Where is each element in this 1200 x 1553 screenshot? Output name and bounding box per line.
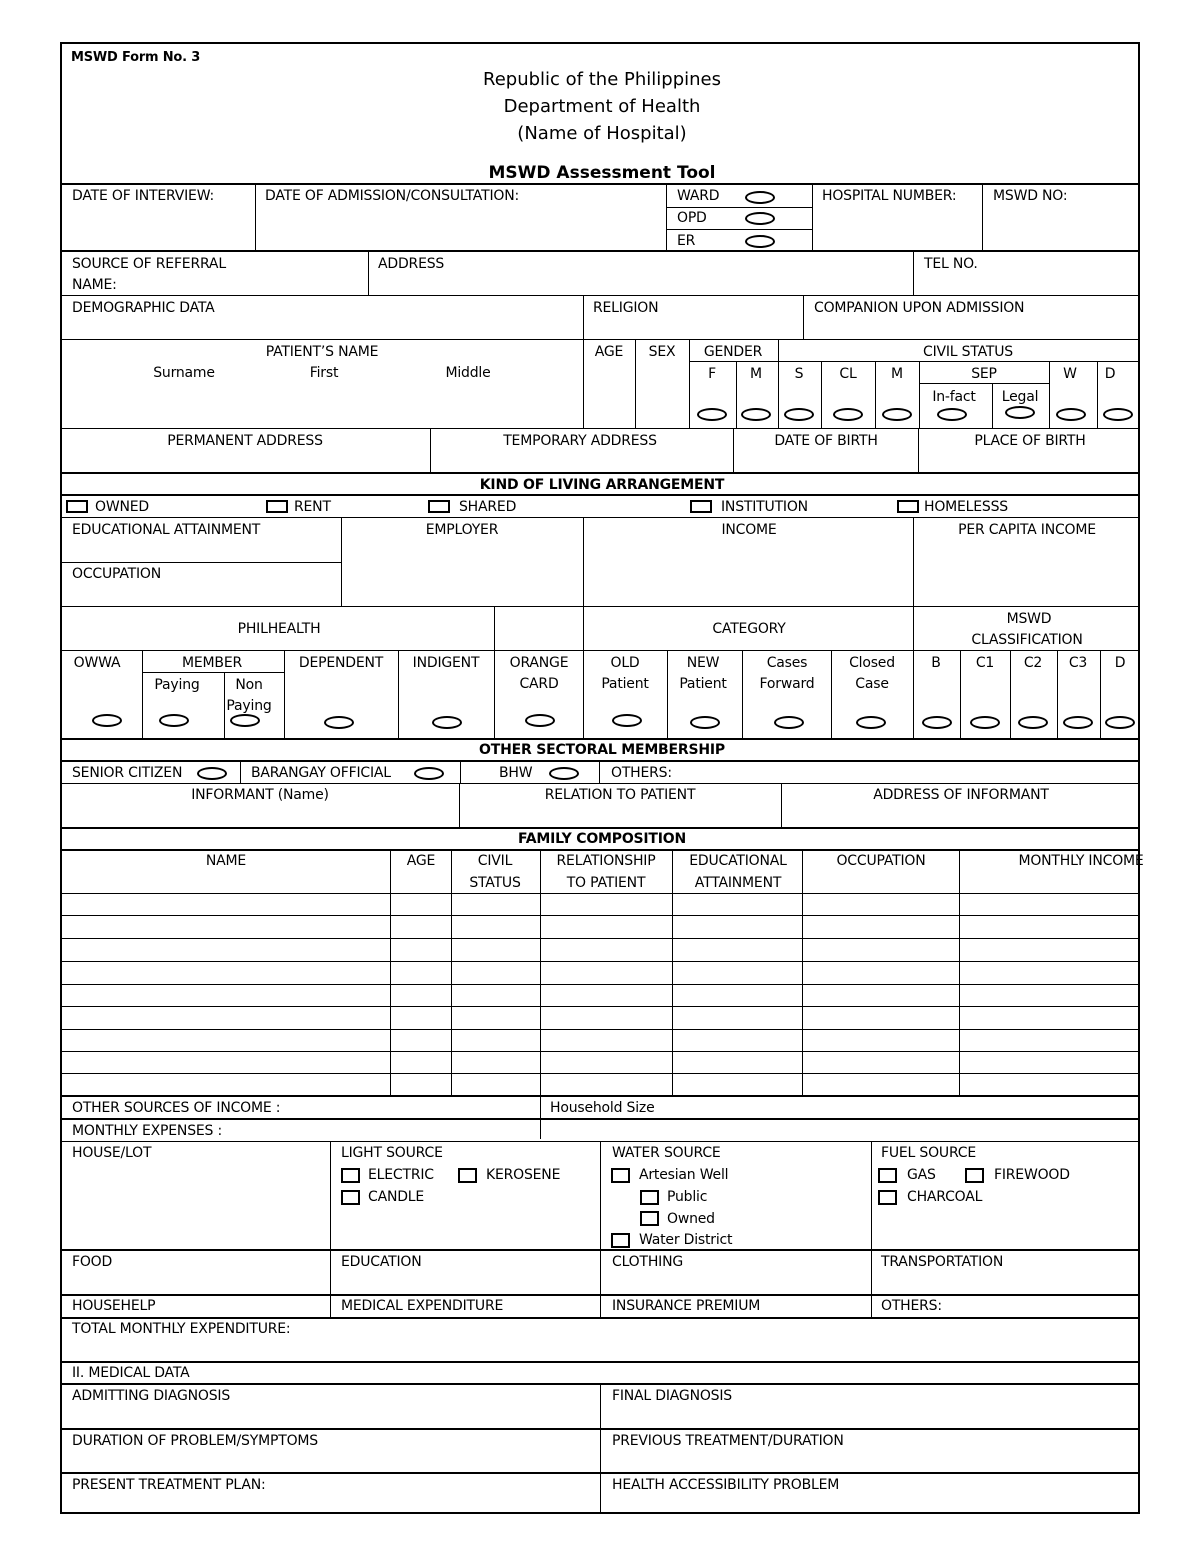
divider — [919, 362, 920, 428]
table-row[interactable] — [62, 938, 1140, 939]
er-radio[interactable] — [745, 235, 775, 248]
divider — [666, 184, 667, 250]
divider — [494, 607, 495, 650]
owned-checkbox[interactable] — [66, 500, 88, 513]
family-education-header: EDUCATIONAL — [689, 853, 787, 869]
family-relationship-header-2: TO PATIENT — [566, 875, 646, 891]
philhealth-label: PHILHEALTH — [237, 621, 321, 637]
family-civil-status-header-2: STATUS — [469, 875, 521, 891]
rent-label: RENT — [294, 499, 331, 515]
charcoal-checkbox[interactable] — [878, 1190, 897, 1205]
sep-infact-radio[interactable] — [937, 408, 967, 421]
civil-d-label: D — [1104, 366, 1116, 382]
divider — [62, 517, 1140, 518]
informant-address-field[interactable]: ADDRESS OF INFORMANT — [873, 787, 1049, 803]
divider — [918, 429, 919, 472]
date-of-birth-field[interactable]: DATE OF BIRTH — [774, 433, 878, 449]
orange-card-label: ORANGE — [509, 655, 569, 671]
civil-s-radio[interactable] — [784, 408, 814, 421]
shared-checkbox[interactable] — [428, 500, 450, 513]
source-of-referral-label: SOURCE OF REFERRAL — [72, 256, 226, 272]
family-composition-title: FAMILY COMPOSITION — [517, 831, 687, 847]
new-patient-label: NEW — [686, 655, 720, 671]
income-field[interactable]: INCOME — [721, 522, 777, 538]
religion-field[interactable]: RELIGION — [593, 300, 659, 316]
clothing-field[interactable]: CLOTHING — [612, 1254, 684, 1270]
divider — [224, 673, 225, 738]
divider — [341, 518, 342, 606]
civil-m-label: M — [891, 366, 903, 382]
employer-field[interactable]: EMPLOYER — [425, 522, 499, 538]
candle-checkbox[interactable] — [341, 1190, 360, 1205]
companion-field[interactable]: COMPANION UPON ADMISSION — [814, 300, 1025, 316]
divider — [142, 672, 284, 673]
divider — [600, 1384, 601, 1514]
first-name-label: First — [309, 365, 339, 381]
family-civil-status-header: CIVIL — [477, 853, 513, 869]
food-field[interactable]: FOOD — [72, 1254, 113, 1270]
divider — [430, 429, 431, 472]
table-row[interactable] — [62, 893, 1140, 894]
divider — [62, 827, 1140, 829]
family-monthly-income-header: MONTHLY INCOME — [1018, 853, 1144, 869]
divider — [1097, 362, 1098, 428]
civil-d-radio[interactable] — [1103, 408, 1133, 421]
informant-name-field[interactable]: INFORMANT (Name) — [191, 787, 329, 803]
divider — [240, 761, 241, 783]
sep-legal-radio[interactable] — [1005, 406, 1035, 419]
closed-case-radio[interactable] — [856, 716, 886, 729]
divider — [142, 651, 143, 738]
hospital-number-field[interactable]: HOSPITAL NUMBER: — [822, 188, 957, 204]
new-patient-label-2: Patient — [679, 676, 727, 692]
referral-name-field[interactable]: NAME: — [72, 277, 117, 293]
candle-label: CANDLE — [368, 1189, 425, 1205]
shared-label: SHARED — [459, 499, 517, 515]
divider — [284, 651, 285, 738]
date-of-admission-field[interactable]: DATE OF ADMISSION/CONSULTATION: — [265, 188, 519, 204]
divider — [62, 250, 1140, 252]
divider — [875, 362, 876, 428]
divider — [1049, 362, 1050, 428]
mswd-classification-label: MSWD — [1006, 611, 1052, 627]
divider — [459, 784, 460, 827]
table-row[interactable] — [62, 984, 1140, 985]
class-d-label: D — [1114, 655, 1126, 671]
light-source-label: LIGHT SOURCE — [341, 1145, 443, 1161]
civil-cl-label: CL — [839, 366, 857, 382]
class-c3-label: C3 — [1068, 655, 1088, 671]
firewood-checkbox[interactable] — [965, 1168, 984, 1183]
water-source-label: WATER SOURCE — [612, 1145, 721, 1161]
total-monthly-expenditure-field[interactable]: TOTAL MONTHLY EXPENDITURE: — [72, 1321, 291, 1337]
sex-label: SEX — [648, 344, 676, 360]
new-patient-radio[interactable] — [690, 716, 720, 729]
divider — [667, 651, 668, 738]
divider — [330, 1142, 331, 1318]
divider — [62, 650, 1140, 651]
admitting-diagnosis-field[interactable]: ADMITTING DIAGNOSIS — [72, 1388, 231, 1404]
senior-citizen-radio[interactable] — [197, 767, 227, 780]
divider — [62, 494, 1140, 496]
relation-to-patient-field[interactable]: RELATION TO PATIENT — [544, 787, 696, 803]
divider — [733, 429, 734, 472]
divider — [736, 362, 737, 428]
divider — [583, 296, 584, 339]
orange-card-label-2: CARD — [519, 676, 559, 692]
divider — [62, 562, 341, 563]
public-label: Public — [667, 1189, 708, 1205]
old-patient-label-2: Patient — [601, 676, 649, 692]
table-row[interactable] — [62, 1073, 1140, 1074]
er-label: ER — [677, 233, 696, 249]
cases-forward-radio[interactable] — [774, 716, 804, 729]
household-size-field[interactable]: Household Size — [550, 1100, 655, 1116]
divider — [62, 1361, 1140, 1363]
date-of-interview-field[interactable]: DATE OF INTERVIEW: — [72, 188, 215, 204]
cases-forward-label: Cases — [766, 655, 808, 671]
health-accessibility-field[interactable]: HEALTH ACCESSIBILITY PROBLEM — [612, 1477, 840, 1493]
family-name-header: NAME — [205, 853, 247, 869]
kerosene-label: KEROSENE — [486, 1167, 561, 1183]
header-line1: Republic of the Philippines — [483, 69, 721, 90]
divider — [62, 472, 1140, 474]
age-label: AGE — [594, 344, 624, 360]
divider — [672, 850, 673, 1095]
divider — [494, 651, 495, 738]
divider — [62, 783, 1140, 784]
mswd-no-field[interactable]: MSWD NO: — [993, 188, 1068, 204]
divider — [62, 1317, 1140, 1319]
gas-label: GAS — [907, 1167, 936, 1183]
divider — [62, 1141, 1140, 1142]
class-d-radio[interactable] — [1105, 716, 1135, 729]
divider — [781, 784, 782, 827]
divider — [62, 849, 1140, 851]
divider — [62, 606, 1140, 607]
other-sources-of-income-field[interactable]: OTHER SOURCES OF INCOME : — [72, 1100, 281, 1116]
artesian-well-checkbox[interactable] — [611, 1168, 630, 1183]
table-row[interactable] — [62, 961, 1140, 962]
present-treatment-plan-field[interactable]: PRESENT TREATMENT PLAN: — [72, 1477, 266, 1493]
place-of-birth-field[interactable]: PLACE OF BIRTH — [974, 433, 1086, 449]
divider — [62, 1472, 1140, 1474]
divider — [913, 251, 914, 295]
divider — [62, 760, 1140, 762]
divider — [982, 184, 983, 250]
old-patient-label: OLD — [610, 655, 640, 671]
divider — [778, 340, 779, 428]
family-age-header: AGE — [406, 853, 436, 869]
divider — [62, 339, 1140, 340]
opd-radio[interactable] — [745, 212, 775, 225]
divider — [451, 850, 452, 1095]
divider — [1100, 651, 1101, 738]
header-line2: Department of Health — [503, 96, 701, 117]
demographic-data-label: DEMOGRAPHIC DATA — [72, 300, 215, 316]
divider — [1010, 651, 1011, 738]
sectoral-others-field[interactable]: OTHERS: — [611, 765, 672, 781]
class-c1-label: C1 — [975, 655, 995, 671]
member-non-paying-radio[interactable] — [230, 714, 260, 727]
owwa-label: OWWA — [73, 655, 121, 671]
closed-case-label: Closed — [849, 655, 895, 671]
fuel-source-label: FUEL SOURCE — [881, 1145, 977, 1161]
indigent-label: INDIGENT — [412, 655, 480, 671]
gender-m-label: M — [750, 366, 762, 382]
divider — [460, 761, 461, 783]
gas-checkbox[interactable] — [878, 1168, 897, 1183]
divider — [62, 738, 1140, 740]
mswd-classification-label-2: CLASSIFICATION — [971, 632, 1083, 648]
divider — [62, 1383, 1140, 1385]
divider — [992, 384, 993, 428]
class-c1-radio[interactable] — [970, 716, 1000, 729]
assessment-form — [60, 42, 1144, 1514]
monthly-expenses-label: MONTHLY EXPENSES : — [72, 1123, 222, 1139]
divider — [689, 361, 1140, 362]
divider — [831, 651, 832, 738]
gender-f-label: F — [708, 366, 716, 382]
divider — [62, 1294, 1140, 1296]
water-district-label: Water District — [639, 1232, 733, 1248]
class-c2-radio[interactable] — [1018, 716, 1048, 729]
bhw-label: BHW — [499, 765, 533, 781]
divider — [742, 651, 743, 738]
kerosene-checkbox[interactable] — [458, 1168, 477, 1183]
family-relationship-header: RELATIONSHIP — [556, 853, 656, 869]
orange-card-radio[interactable] — [525, 714, 555, 727]
tel-no-field[interactable]: TEL NO. — [924, 256, 978, 272]
category-label: CATEGORY — [712, 621, 786, 637]
bhw-radio[interactable] — [549, 767, 579, 780]
medical-data-section-title: II. MEDICAL DATA — [72, 1365, 190, 1381]
member-non-paying-label: Paying — [226, 698, 272, 714]
barangay-official-label: BARANGAY OFFICIAL — [251, 765, 391, 781]
divider — [803, 296, 804, 339]
sep-legal-label: Legal — [1001, 389, 1039, 405]
middle-name-label: Middle — [445, 365, 491, 381]
electric-checkbox[interactable] — [341, 1168, 360, 1183]
divider — [960, 651, 961, 738]
divider — [62, 1428, 1140, 1430]
educational-attainment-field[interactable]: EDUCATIONAL ATTAINMENT — [72, 522, 261, 538]
divider — [913, 518, 914, 606]
gender-label: GENDER — [703, 344, 763, 360]
table-row[interactable] — [62, 915, 1140, 916]
divider — [583, 340, 584, 428]
civil-s-label: S — [794, 366, 804, 382]
public-checkbox[interactable] — [640, 1190, 659, 1205]
closed-case-label-2: Case — [855, 676, 889, 692]
civil-status-label: CIVIL STATUS — [923, 344, 1013, 360]
transportation-field[interactable]: TRANSPORTATION — [881, 1254, 1004, 1270]
dependent-radio[interactable] — [324, 716, 354, 729]
senior-citizen-label: SENIOR CITIZEN — [72, 765, 183, 781]
divider — [1057, 651, 1058, 738]
house-lot-field[interactable]: HOUSE/LOT — [72, 1145, 152, 1161]
sep-infact-label: In-fact — [932, 389, 976, 405]
opd-label: OPD — [677, 210, 707, 226]
divider — [667, 229, 812, 230]
divider — [821, 362, 822, 428]
expense-others-field[interactable]: OTHERS: — [881, 1298, 942, 1314]
previous-treatment-field[interactable]: PREVIOUS TREATMENT/DURATION — [612, 1433, 844, 1449]
ward-radio[interactable] — [745, 191, 775, 204]
divider — [635, 340, 636, 428]
electric-label: ELECTRIC — [368, 1167, 434, 1183]
medical-expenditure-field[interactable]: MEDICAL EXPENDITURE — [341, 1298, 504, 1314]
divider — [62, 183, 1140, 185]
duration-of-problem-field[interactable]: DURATION OF PROBLEM/SYMPTOMS — [72, 1433, 318, 1449]
per-capita-income-field[interactable]: PER CAPITA INCOME — [958, 522, 1096, 538]
divider — [62, 1249, 1140, 1251]
class-b-label: B — [931, 655, 941, 671]
divider — [913, 607, 914, 738]
family-education-header-2: ATTAINMENT — [694, 875, 782, 891]
surname-label: Surname — [153, 365, 215, 381]
table-row[interactable] — [62, 1029, 1140, 1030]
firewood-label: FIREWOOD — [994, 1167, 1070, 1183]
member-paying-label: Paying — [154, 677, 200, 693]
divider — [802, 850, 803, 1095]
owned-water-checkbox[interactable] — [640, 1211, 659, 1226]
divider — [919, 383, 1049, 384]
rent-checkbox[interactable] — [266, 500, 288, 513]
divider — [62, 1095, 1140, 1097]
divider — [255, 184, 256, 250]
institution-checkbox[interactable] — [690, 500, 712, 513]
insurance-premium-field[interactable]: INSURANCE PREMIUM — [612, 1298, 761, 1314]
form-title: MSWD Assessment Tool — [488, 163, 716, 183]
househelp-field[interactable]: HOUSEHELP — [72, 1298, 156, 1314]
sectoral-title: OTHER SECTORAL MEMBERSHIP — [479, 742, 725, 758]
divider — [583, 518, 584, 606]
class-c3-radio[interactable] — [1063, 716, 1093, 729]
owwa-radio[interactable] — [92, 714, 122, 727]
barangay-official-radio[interactable] — [414, 767, 444, 780]
divider — [812, 184, 813, 250]
water-district-checkbox[interactable] — [611, 1233, 630, 1248]
class-c2-label: C2 — [1023, 655, 1043, 671]
indigent-radio[interactable] — [432, 716, 462, 729]
member-paying-radio[interactable] — [159, 714, 189, 727]
divider — [62, 428, 1140, 429]
dependent-label: DEPENDENT — [298, 655, 384, 671]
occupation-field[interactable]: OCCUPATION — [72, 566, 162, 582]
divider — [390, 850, 391, 1095]
divider — [398, 651, 399, 738]
homeless-checkbox[interactable] — [897, 500, 919, 513]
divider — [62, 1118, 1140, 1120]
ward-label: WARD — [677, 188, 720, 204]
referral-address-field[interactable]: ADDRESS — [378, 256, 445, 272]
homeless-label: HOMELESSS — [924, 499, 1008, 515]
institution-label: INSTITUTION — [721, 499, 808, 515]
permanent-address-field[interactable]: PERMANENT ADDRESS — [167, 433, 323, 449]
owned-label: OWNED — [95, 499, 149, 515]
civil-w-radio[interactable] — [1056, 408, 1086, 421]
divider — [368, 251, 369, 295]
old-patient-radio[interactable] — [612, 714, 642, 727]
civil-m-radio[interactable] — [882, 408, 912, 421]
header-line3: (Name of Hospital) — [517, 123, 687, 144]
divider — [871, 1142, 872, 1318]
civil-sep-label: SEP — [971, 366, 997, 382]
divider — [600, 1142, 601, 1318]
civil-w-label: W — [1063, 366, 1077, 382]
artesian-well-label: Artesian Well — [639, 1167, 729, 1183]
member-label: MEMBER — [182, 655, 242, 671]
divider — [689, 340, 690, 428]
owned-water-label: Owned — [667, 1211, 715, 1227]
living-arrangement-title: KIND OF LIVING ARRANGEMENT — [479, 477, 725, 493]
divider — [667, 207, 812, 208]
divider — [599, 761, 600, 783]
temporary-address-field[interactable]: TEMPORARY ADDRESS — [503, 433, 657, 449]
member-non-label: Non — [235, 677, 263, 693]
divider — [62, 295, 1140, 296]
table-row[interactable] — [62, 1051, 1140, 1052]
education-expense-field[interactable]: EDUCATION — [341, 1254, 422, 1270]
final-diagnosis-field[interactable]: FINAL DIAGNOSIS — [612, 1388, 732, 1404]
gender-f-radio[interactable] — [697, 408, 727, 421]
civil-cl-radio[interactable] — [833, 408, 863, 421]
form-number: MSWD Form No. 3 — [71, 50, 201, 65]
cases-forward-label-2: Forward — [759, 676, 815, 692]
class-b-radio[interactable] — [922, 716, 952, 729]
family-occupation-header: OCCUPATION — [836, 853, 926, 869]
gender-m-radio[interactable] — [741, 408, 771, 421]
patient-name-label: PATIENT’S NAME — [265, 344, 379, 360]
charcoal-label: CHARCOAL — [907, 1189, 983, 1205]
divider — [959, 850, 960, 1095]
divider — [583, 607, 584, 738]
table-row[interactable] — [62, 1006, 1140, 1007]
